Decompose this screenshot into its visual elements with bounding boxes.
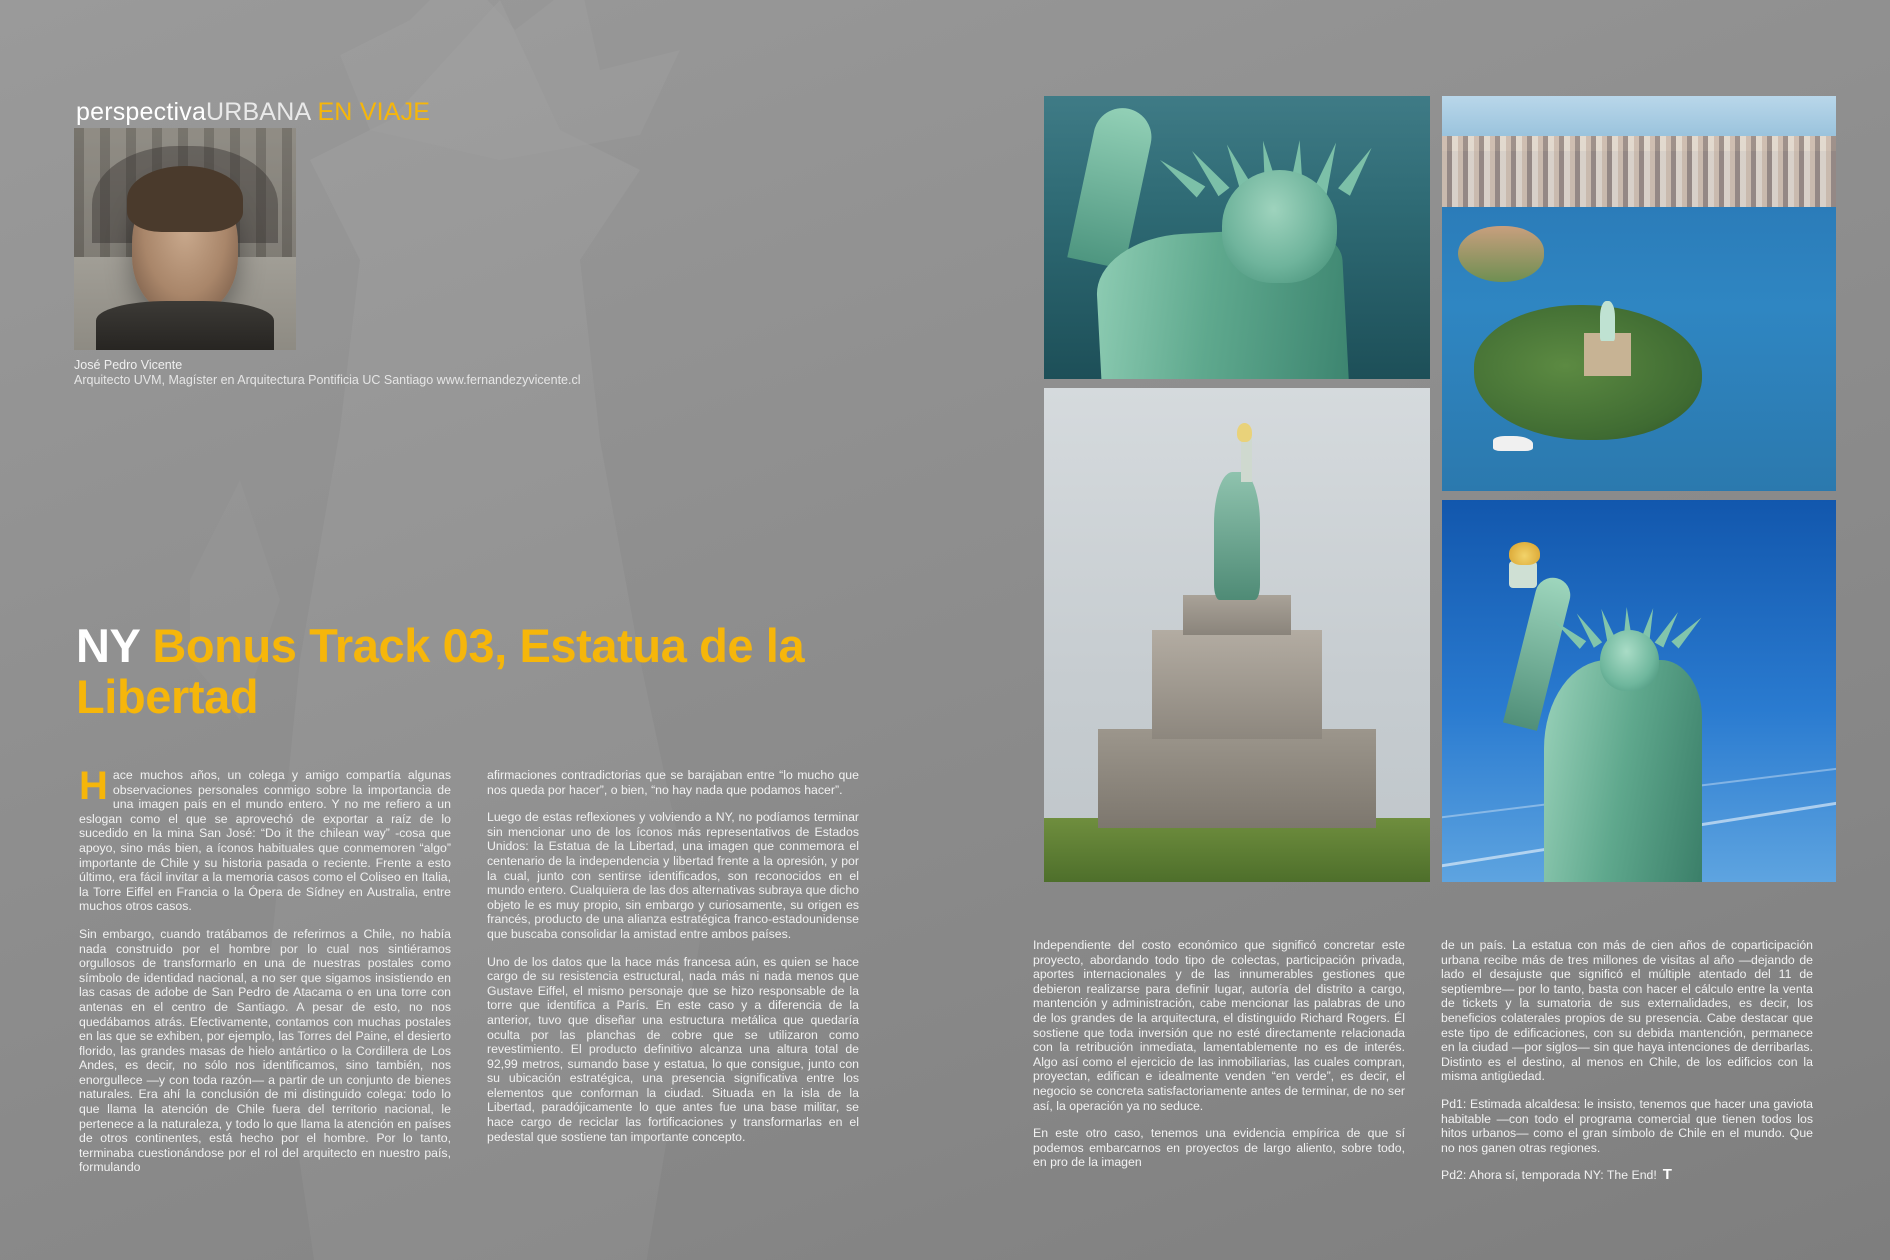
statue-from-above [1600,301,1616,341]
paragraph: Pd1: Estimada alcaldesa: le insisto, tenemos que hacer una gaviota habitable —con todo el programa comercial que tienen todos los hitos urbanos— como el gran símbolo de Chile en el mundo. Que no nos ganen otras regiones. [1441,1096,1813,1155]
author-credit [74,358,774,387]
plinth [1183,595,1291,635]
ellis-island [1458,226,1545,281]
statue-body [1544,660,1702,882]
portrait-shoulders [96,301,274,350]
article-column-2 [487,768,859,1144]
page-title-highlight: NY [76,619,153,672]
paragraph: Independiente del costo económico que significó concretar este proyecto, abordando todo tipo de colectas, participación privada, aportes internacionales y de las innumerables gestiones que debieron realizarse para definir lugar, autoría del distrito a cargo, mantención y administración, cabe mencionar las palabras de uno de los grandes de la arquitectura, el distinguido Richard Rogers. Él sostiene que toda inversión que no esté directamente relacionada con la retribución inmediata, lamentablemente no es de interés. Algo así como el ejercicio de las inmobiliarias, las cuales compran, proyectan, edifican e idealmente venden “en verde”, es decir, el negocio se concreta satisfactoriamente antes de terminar, de no ser así, la operación ya no seduce. [1033,938,1405,1113]
article-column-3 [1033,938,1405,1170]
statue-figure [1214,472,1260,600]
photo-statue-full-pedestal [1044,388,1430,882]
article-column-1 [79,764,451,1175]
end-mark: T [1662,1166,1672,1184]
paragraph: Luego de estas reflexiones y volviendo a NY, no podíamos terminar sin mencionar uno de los íconos más representativos de Estados Unidos: la Estatua de la Libertad, una imagen que conmemora el centenario de la independencia y libertad frente a la opresión, y por la cual, junto con sentirse identificados, son reconocidos en el mundo entero. Cualquiera de las dos alternativas subraya que dicho objeto le es muy propio, sin embargo y curiosamente, su origen es francés, producto de una alianza estratégica franco-estadounidense que buscaba consolidar la amistad entre ambos países. [487,810,859,941]
page-title [76,620,836,722]
torch-flame [1237,423,1252,443]
masthead-part-1: perspectiva [76,98,207,126]
paragraph-text: Pd2: Ahora sí, temporada NY: The End! [1441,1168,1657,1183]
paragraph: Uno de los datos que la hace más francesa aún, es quien se hace cargo de su resistencia estructural, nada más ni nada menos que Gustave Eiffel, el mismo personaje que se hizo responsable de la torre que identifica a París. En este caso y a diferencia de la anterior, tuvo que diseñar una estructura metálica que quedaría oculta por las planchas de cobre que se utilizaron como revestimiento. El producto definitivo alcanza una altura total de 92,99 metros, sumando base y estatua, lo que consigue, junto con su ubicación estratégica, una presencia significativa entre los elementos que conforman la ciudad. Situada en la isla de la Libertad, paradójicamente lo que antes fue una base militar, se hace cargo de reciclar las fortificaciones y transformarlas en el pedestal que sostiene tan importante concepto. [487,954,859,1144]
paragraph [79,764,451,914]
statue-head [1222,170,1338,283]
masthead-part-3: EN VIAJE [317,98,431,126]
paragraph: Sin embargo, cuando tratábamos de referirnos a Chile, no había nada construido por el hombre por lo cual nos sintiéramos orgullosos de transformarlo en una de nuestras postales como símbolo de identidad nacional, a no ser que sigamos insistiendo en las casas de adobe de San Pedro de Atacama o en una torre con antenas en el centro de Santiago. A pesar de esto, no nos quedábamos atrás. Efectivamente, contamos con muchas postales en las que se exhiben, por ejemplo, las Torres del Paine, el desierto florido, las grandes masas de hielo antártico o la Cordillera de Los Andes, es decir, no sólo nos identificamos, sino también, nos enorgullece —y con toda razón— a partir de un conjunto de bienes naturales. Era ahí la conclusión de mi distinguido colega: todo lo que llama la atención de Chile fuera del territorio nacional, le pertenece a la naturaleza, y todo lo que llama la atención en países de otros continentes, está hecho por el hombre. Por lo tanto, terminaba cuestionándose por el rol del arquitecto en nuestro país, formulando [79,926,451,1175]
torch-arm [1241,437,1253,481]
ferry-boat [1493,436,1532,452]
paragraph: de un país. La estatua con más de cien años de coparticipación urbana recibe más de tres millones de visitas al año —dejando de lado el desajuste que significó el múltiple atentado del 11 de septiembre— por lo tanto, basta con hacer el cálculo entre la venta de tickets y la sumatoria de sus externalidades, es decir, los beneficios colaterales propios de su presencia. Cabe destacar que este tipo de edificaciones, con su debida mantención, permanece en la ciudad —por siglos— sin que haya intenciones de derribarlas. Distinto es el destino, al menos en Chile, de los edificios con la misma antigüedad. [1441,938,1813,1084]
torch-flame [1509,542,1541,565]
fort-base [1098,729,1376,828]
portrait-hair [127,166,242,233]
author-portrait [74,128,296,350]
photo-statue-blue-sky [1442,500,1836,882]
drop-cap: H [79,764,108,808]
torch [1509,561,1537,588]
pedestal [1152,630,1322,739]
photo-liberty-island-aerial [1442,96,1836,491]
author-role: Arquitecto UVM, Magíster en Arquitectura Pontificia UC Santiago www.fernandezyvicente.cl [74,372,581,387]
paragraph-last [1441,1168,1813,1183]
paragraph: En este otro caso, tenemos una evidencia empírica de que sí podemos embarcarnos en proyectos de largo aliento, sobre todo, en pro de la imagen [1033,1126,1405,1170]
masthead-part-2: URBANA [206,98,312,126]
paragraph-text: ace muchos años, un colega y amigo compartía algunas observaciones personales conmigo sobre la importancia de una imagen país en el mundo entero. Y no me refiero a un eslogan como el que se aprovechó de exportar a raíz de lo sucedido en la mina San José: “Do it the chilean way” -cosa que apoyo, sino más bien, a íconos habituales que conmemoren “algo” importante de Chile y su historia pasada o reciente. Frente a esto último, era fácil invitar a la memoria casos como el Coliseo en Italia, la Torre Eiffel en Francia o la Ópera de Sídney en Australia, entre muchos otros casos. [79,768,451,914]
statue-head [1600,630,1659,691]
author-name: José Pedro Vicente [74,358,183,372]
page-title-rest: Bonus Track 03, Estatua de la Libertad [76,619,805,723]
paragraph: afirmaciones contradictorias que se barajaban entre “lo mucho que nos queda por hacer”, o bien, “no hay nada que podamos hacer”. [487,768,859,797]
photo-statue-face-closeup [1044,96,1430,379]
manhattan-skyline [1442,136,1836,211]
masthead [76,98,430,127]
article-column-4 [1441,938,1813,1183]
